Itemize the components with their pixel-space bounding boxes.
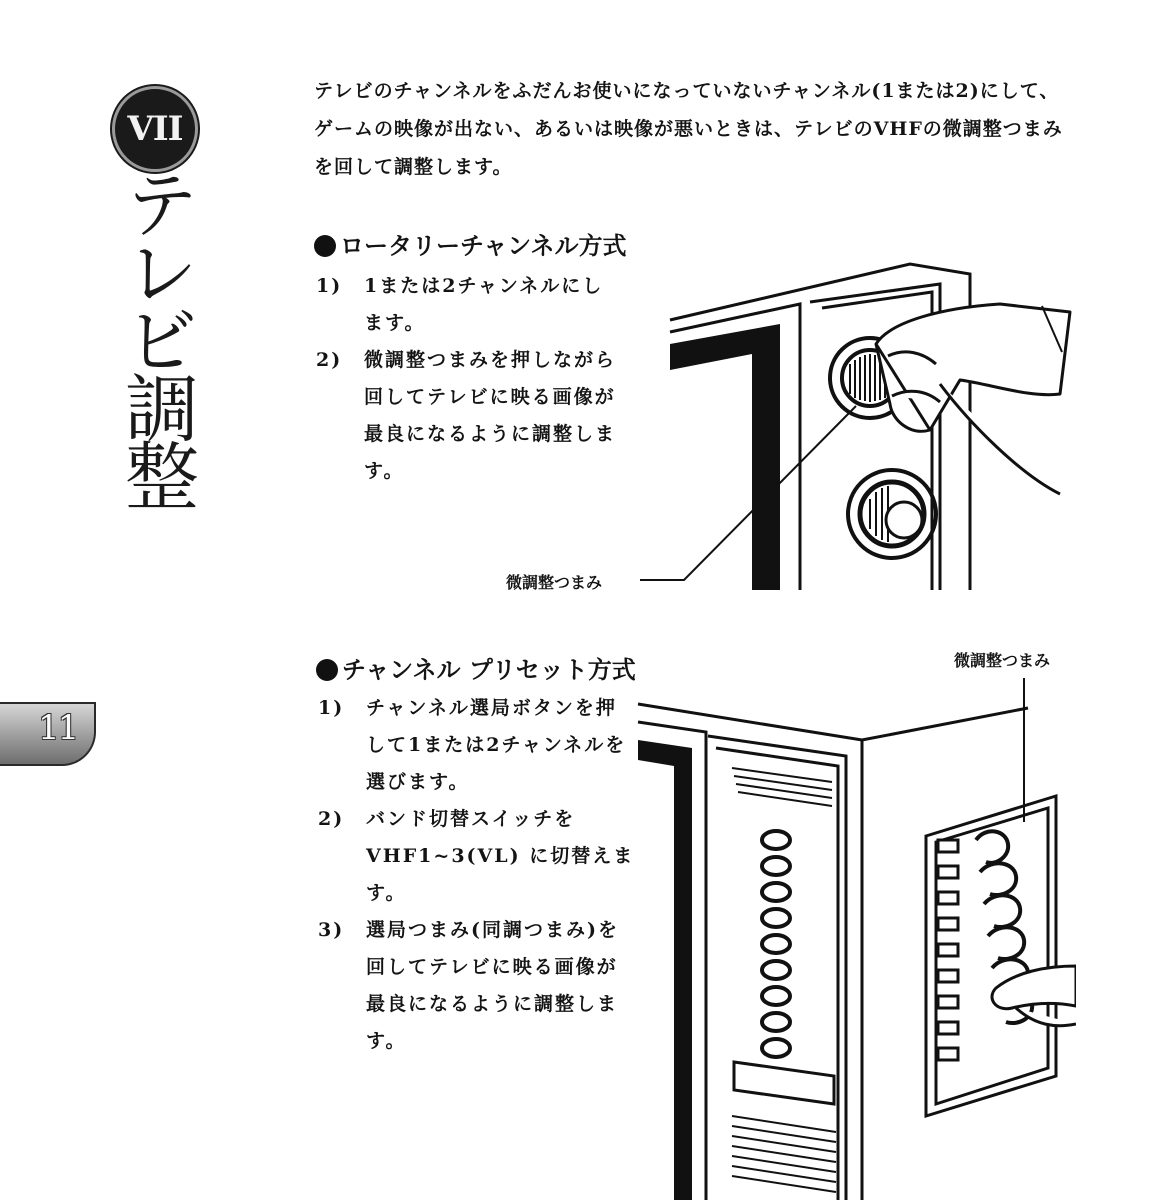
page-number-tab [0, 702, 96, 766]
rotary-tv-illustration [640, 224, 1080, 590]
chapter-number: VII [127, 109, 183, 149]
rotary-heading [314, 226, 627, 261]
step-number: 2) [318, 808, 345, 830]
rotary-fine-tune-label: 微調整つまみ [506, 573, 603, 592]
step-text: チャンネル選局ボタンを押して1または2チャンネルを選びます。 [366, 697, 627, 793]
step-number: 1) [316, 275, 343, 297]
intro-paragraph: テレビのチャンネルをふだんお使いになっていないチャンネル(1または2)にして、ゲームの映像が出ない、あるいは映像が悪いときは、テレビのVHFの微調整つまみを回して調整します。 [314, 80, 1063, 178]
step-number: 3) [318, 919, 345, 941]
step-text: 微調整つまみを押しながら回してテレビに映る画像が最良になるように調整します。 [364, 349, 617, 482]
rotary-steps [316, 268, 624, 490]
step-text: 選局つまみ(同調つまみ)を回してテレビに映る画像が最良になるように調整します。 [366, 919, 619, 1052]
step-text: 1または2チャンネルにします。 [364, 275, 604, 334]
chapter-title: テレビ調整 [113, 166, 199, 506]
step-text: バンド切替スイッチをVHF1~3(VL) に切替えます。 [366, 808, 635, 904]
rotary-heading-text: ロータリーチャンネル方式 [340, 232, 627, 260]
preset-fine-tune-label: 微調整つまみ [954, 651, 1051, 670]
preset-heading [316, 650, 636, 685]
step-number: 2) [316, 349, 343, 371]
step-number: 1) [318, 697, 345, 719]
bullet-icon [316, 659, 338, 681]
bullet-icon [314, 235, 336, 257]
preset-tv-illustration [636, 676, 1076, 1200]
page-number: 11 [38, 708, 78, 748]
preset-step-3 [318, 912, 636, 1060]
preset-step-1 [318, 690, 636, 801]
rotary-step-2 [316, 342, 624, 490]
rotary-step-1 [316, 268, 624, 342]
preset-steps [318, 690, 636, 1060]
preset-step-2 [318, 801, 636, 912]
chapter-number-badge [112, 86, 198, 172]
preset-heading-text: チャンネル プリセット方式 [342, 656, 636, 684]
